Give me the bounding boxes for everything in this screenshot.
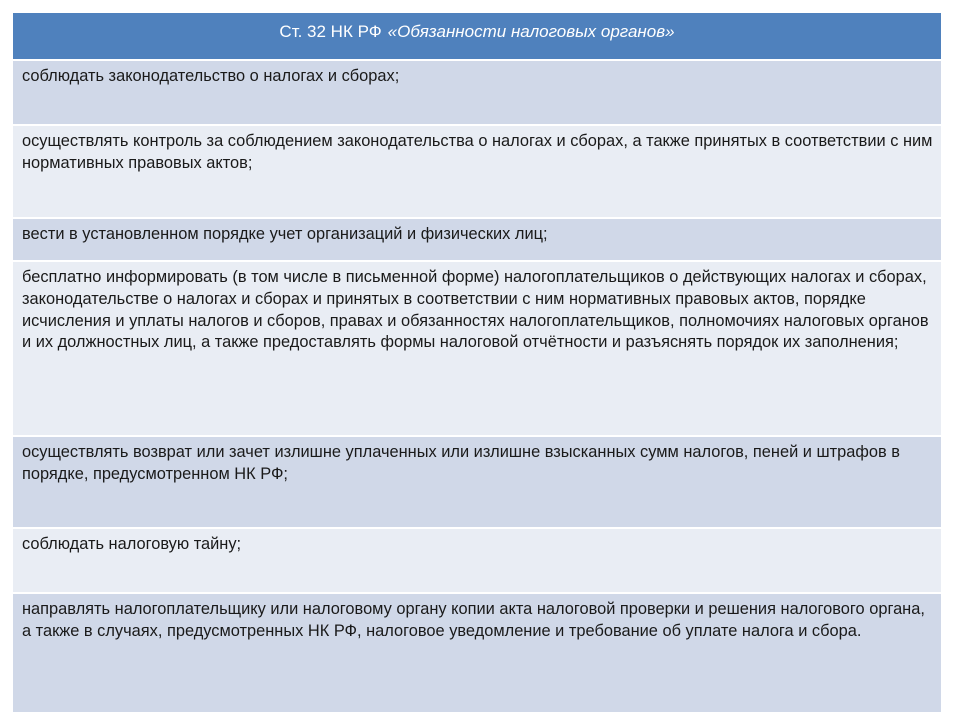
- table-row: бесплатно информировать (в том числе в письменной форме) налогоплательщиков о действующих налогах и сборах, законодательстве о налогах и сборах и принятых в соответствии с ним нормативных правовых актов, порядке исчисления и уплаты налогов и сборов, правах и обязанностях налогоплательщиков, полномочиях налоговых органов и их должностных лиц, а также предоставлять формы налоговой отчётности и разъяснять порядок их заполнения;: [13, 262, 941, 435]
- header-article: Ст. 32 НК РФ: [279, 22, 382, 41]
- table-row: осуществлять контроль за соблюдением законодательства о налогах и сборах, а также принятых в соответствии с ним нормативных правовых актов;: [13, 126, 941, 217]
- table-row: направлять налогоплательщику или налоговому органу копии акта налоговой проверки и решения налогового органа, а также в случаях, предусмотренных НК РФ, налоговое уведомление и требование об уплате налога и сбора.: [13, 594, 941, 712]
- table-row: вести в установленном порядке учет организаций и физических лиц;: [13, 219, 941, 260]
- header-title: «Обязанности налоговых органов»: [387, 22, 675, 41]
- table-row: соблюдать налоговую тайну;: [13, 529, 941, 592]
- table-header: [13, 13, 941, 59]
- table-row: соблюдать законодательство о налогах и сборах;: [13, 61, 941, 124]
- duties-table: [13, 13, 941, 712]
- table-row: осуществлять возврат или зачет излишне уплаченных или излишне взысканных сумм налогов, пеней и штрафов в порядке, предусмотренном НК РФ;: [13, 437, 941, 527]
